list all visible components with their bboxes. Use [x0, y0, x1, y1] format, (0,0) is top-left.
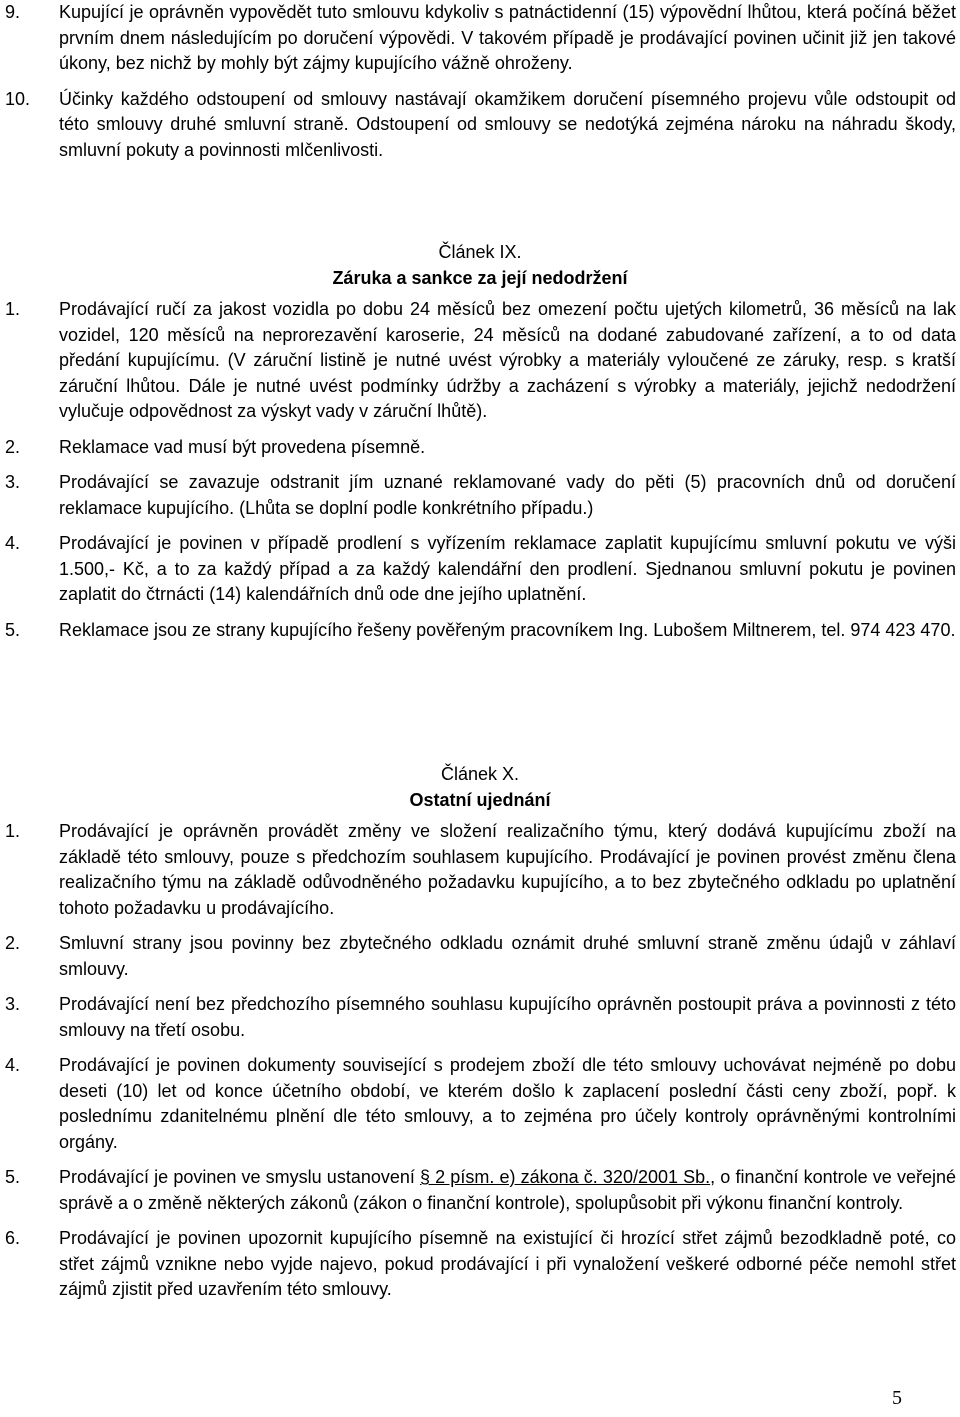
article-x: [0, 762, 960, 1313]
item-number: 3.: [5, 994, 21, 1014]
article-heading: Článek IX.: [438, 242, 522, 262]
item-text: Smluvní strany jsou povinny bez zbytečného odkladu oznámit druhé smluvní straně změnu údajů v záhlaví smlouvy.: [59, 933, 956, 979]
item-text: Reklamace jsou ze strany kupujícího řešeny pověřeným pracovníkem Ing. Lubošem Miltnerem, tel. 974 423 470.: [59, 619, 956, 640]
list-item: [0, 1226, 960, 1303]
item-text: Prodávající je povinen dokumenty související s prodejem zboží dle této smlouvy uchovávat nejméně po dobu deseti (10) let od konce účetního období, ve kterém došlo k zaplacení poslední části ceny zboží, popř. k poslednímu zdanitelnému plnění dle této smlouvy, a to zejména pro účely kontroly oprávněnými kontrolními orgány.: [59, 1055, 956, 1152]
list-item: [0, 297, 960, 425]
list-item: [0, 992, 960, 1043]
item-number: 4.: [5, 1055, 21, 1075]
list-item: [0, 819, 960, 921]
item-number: 5.: [5, 619, 21, 640]
item-number: 1.: [5, 821, 21, 841]
page-number: 5: [892, 1386, 902, 1409]
list-item: [0, 531, 960, 608]
article-subheading: Záruka a sankce za její nedodržení: [332, 267, 628, 288]
article-heading: Článek X.: [440, 764, 520, 784]
item-text: Prodávající je povinen upozornit kupujícího písemně na existující či hrozící střet zájmů bezodkladně poté, co střet zájmů vznikne nebo vyjde najevo, pokud prodávající i při vynaložení veškeré odborné péče nemohl střet zájmů zjistit před uzavřením této smlouvy.: [59, 1228, 956, 1299]
law-reference: § 2 písm. e) zákona č. 320/2001 Sb.: [420, 1167, 711, 1187]
item-number: 1.: [5, 299, 21, 319]
item-text: [59, 1165, 960, 1216]
item-number: 6.: [5, 1228, 21, 1248]
list-item: [0, 470, 960, 521]
article-subheading: Ostatní ujednání: [409, 789, 551, 810]
item-number: 2.: [5, 436, 21, 457]
item-text: Prodávající je povinen v případě prodlení s vyřízením reklamace zaplatit kupujícímu smluvní pokutu ve výši 1.500,- Kč, a to za každý případ a za každý kalendářní den prodlení. Sjednanou smluvní pokutu je povinen zaplatit do čtrnácti (14) kalendářních dnů ode dne jejího uplatnění.: [59, 533, 956, 604]
item-number: 9.: [5, 2, 21, 22]
item-number: 3.: [5, 472, 21, 492]
item-text-part: Prodávající je povinen ve smyslu ustanovení: [59, 1167, 421, 1187]
list-item: [0, 0, 960, 77]
list-item: [0, 1165, 960, 1216]
list-item: [0, 618, 960, 644]
list-item: [0, 435, 960, 461]
item-text: Prodávající není bez předchozího písemného souhlasu kupujícího oprávněn postoupit práva a povinnosti z této smlouvy na třetí osobu.: [59, 994, 956, 1040]
item-text: Účinky každého odstoupení od smlouvy nastávají okamžikem doručení písemného projevu vůle odstoupit od této smlouvy druhé smluvní straně. Odstoupení od smlouvy se nedotýká zejména nároku na náhradu škody, smluvní pokuty a povinnosti mlčenlivosti.: [59, 88, 956, 160]
item-text-part: , o finanční kontrole ve veřejné správě a o změně některých zákonů (zákon o finanční kontrole), spolupůsobit při výkonu finanční kontroly.: [59, 1167, 956, 1213]
list-item: [0, 87, 960, 164]
item-text: Prodávající ručí za jakost vozidla po dobu 24 měsíců bez omezení počtu ujetých kilometrů, 36 měsíců na lak vozidel, 120 měsíců na neprorezavění karoserie, 24 měsíců na dodané zabudované zařízení, a to od data předání kupujícímu. (V záruční listině je nutné uvést výrobky a materiály vyloučené ze záruky, resp. s kratší záruční lhůtou. Dále je nutné uvést podmínky údržby a zacházení s výrobky a materiály, jejichž nedodržení vylučuje odpovědnost za výskyt vady v záruční lhůtě).: [59, 299, 956, 421]
item-text: Kupující je oprávněn vypovědět tuto smlouvu kdykoliv s patnáctidenní (15) výpovědní lhůtou, která počíná běžet prvním dnem následujícím po doručení výpovědi. V takovém případě je prodávající povinen učinit již jen takové úkony, bez nichž by mohly být zájmy kupujícího vážně ohroženy.: [59, 2, 956, 73]
list-item: [0, 1053, 960, 1155]
previous-article-tail: [0, 0, 960, 173]
list-item: [0, 931, 960, 982]
item-text: Prodávající se zavazuje odstranit jím uznané reklamované vady do pěti (5) pracovních dnů od doručení reklamace kupujícího. (Lhůta se doplní podle konkrétního případu.): [59, 472, 956, 518]
item-text: Reklamace vad musí být provedena písemně.: [59, 436, 426, 457]
item-number: 5.: [5, 1167, 21, 1187]
item-number: 10.: [5, 88, 31, 109]
article-ix: [0, 240, 960, 653]
item-number: 4.: [5, 533, 21, 553]
item-text: Prodávající je oprávněn provádět změny ve složení realizačního týmu, který dodává kupujícímu zboží na základě této smlouvy, pouze s předchozím souhlasem kupujícího. Prodávající je povinen provést změnu člena realizačního týmu na základě odůvodněného požadavku kupujícího, a to bez zbytečného odkladu po uplatnění tohoto požadavku u prodávajícího.: [59, 821, 956, 918]
item-number: 2.: [5, 933, 21, 953]
